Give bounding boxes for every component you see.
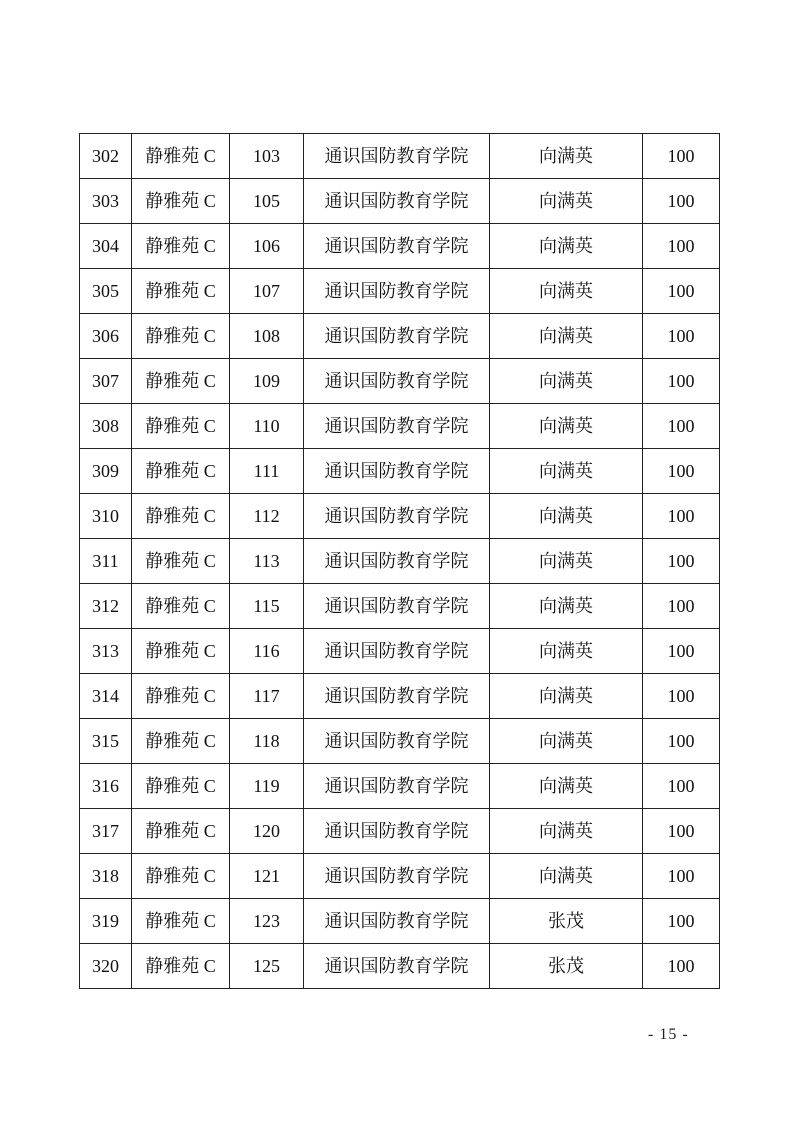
row-number-cell: 320	[80, 944, 132, 989]
room-cell: 109	[230, 359, 304, 404]
room-cell: 123	[230, 899, 304, 944]
room-cell: 110	[230, 404, 304, 449]
college-cell: 通识国防教育学院	[304, 224, 490, 269]
row-number-cell: 304	[80, 224, 132, 269]
building-cell: 静雅苑 C	[132, 134, 230, 179]
room-cell: 115	[230, 584, 304, 629]
table-row	[80, 404, 720, 449]
person-cell: 向满英	[490, 224, 643, 269]
count-cell: 100	[643, 449, 720, 494]
count-cell: 100	[643, 269, 720, 314]
college-cell: 通识国防教育学院	[304, 494, 490, 539]
college-cell: 通识国防教育学院	[304, 854, 490, 899]
row-number-cell: 315	[80, 719, 132, 764]
building-cell: 静雅苑 C	[132, 539, 230, 584]
row-number-cell: 310	[80, 494, 132, 539]
row-number-cell: 318	[80, 854, 132, 899]
building-cell: 静雅苑 C	[132, 359, 230, 404]
row-number-cell: 305	[80, 269, 132, 314]
college-cell: 通识国防教育学院	[304, 944, 490, 989]
person-cell: 向满英	[490, 674, 643, 719]
row-number-cell: 307	[80, 359, 132, 404]
row-number-cell: 308	[80, 404, 132, 449]
room-cell: 125	[230, 944, 304, 989]
college-cell: 通识国防教育学院	[304, 764, 490, 809]
table-row	[80, 944, 720, 989]
college-cell: 通识国防教育学院	[304, 809, 490, 854]
room-cell: 117	[230, 674, 304, 719]
building-cell: 静雅苑 C	[132, 629, 230, 674]
college-cell: 通识国防教育学院	[304, 359, 490, 404]
person-cell: 向满英	[490, 719, 643, 764]
count-cell: 100	[643, 314, 720, 359]
building-cell: 静雅苑 C	[132, 764, 230, 809]
count-cell: 100	[643, 584, 720, 629]
college-cell: 通识国防教育学院	[304, 899, 490, 944]
building-cell: 静雅苑 C	[132, 584, 230, 629]
table-row	[80, 449, 720, 494]
count-cell: 100	[643, 899, 720, 944]
building-cell: 静雅苑 C	[132, 899, 230, 944]
allocation-table	[79, 133, 720, 989]
person-cell: 向满英	[490, 314, 643, 359]
college-cell: 通识国防教育学院	[304, 449, 490, 494]
count-cell: 100	[643, 539, 720, 584]
table-row	[80, 314, 720, 359]
room-cell: 105	[230, 179, 304, 224]
building-cell: 静雅苑 C	[132, 809, 230, 854]
college-cell: 通识国防教育学院	[304, 719, 490, 764]
table-row	[80, 539, 720, 584]
college-cell: 通识国防教育学院	[304, 269, 490, 314]
table-row	[80, 134, 720, 179]
person-cell: 向满英	[490, 539, 643, 584]
college-cell: 通识国防教育学院	[304, 629, 490, 674]
allocation-table-body	[80, 134, 720, 989]
person-cell: 向满英	[490, 494, 643, 539]
building-cell: 静雅苑 C	[132, 674, 230, 719]
table-row	[80, 359, 720, 404]
building-cell: 静雅苑 C	[132, 314, 230, 359]
table-row	[80, 854, 720, 899]
person-cell: 向满英	[490, 404, 643, 449]
row-number-cell: 306	[80, 314, 132, 359]
count-cell: 100	[643, 224, 720, 269]
room-cell: 103	[230, 134, 304, 179]
college-cell: 通识国防教育学院	[304, 314, 490, 359]
count-cell: 100	[643, 854, 720, 899]
person-cell: 向满英	[490, 449, 643, 494]
person-cell: 张茂	[490, 944, 643, 989]
building-cell: 静雅苑 C	[132, 494, 230, 539]
person-cell: 向满英	[490, 764, 643, 809]
person-cell: 张茂	[490, 899, 643, 944]
table-row	[80, 809, 720, 854]
college-cell: 通识国防教育学院	[304, 674, 490, 719]
building-cell: 静雅苑 C	[132, 404, 230, 449]
room-cell: 108	[230, 314, 304, 359]
person-cell: 向满英	[490, 809, 643, 854]
room-cell: 113	[230, 539, 304, 584]
building-cell: 静雅苑 C	[132, 854, 230, 899]
person-cell: 向满英	[490, 269, 643, 314]
room-cell: 119	[230, 764, 304, 809]
college-cell: 通识国防教育学院	[304, 584, 490, 629]
row-number-cell: 309	[80, 449, 132, 494]
room-cell: 106	[230, 224, 304, 269]
college-cell: 通识国防教育学院	[304, 404, 490, 449]
room-cell: 120	[230, 809, 304, 854]
count-cell: 100	[643, 494, 720, 539]
building-cell: 静雅苑 C	[132, 269, 230, 314]
room-cell: 112	[230, 494, 304, 539]
person-cell: 向满英	[490, 854, 643, 899]
room-cell: 116	[230, 629, 304, 674]
count-cell: 100	[643, 674, 720, 719]
count-cell: 100	[643, 404, 720, 449]
count-cell: 100	[643, 944, 720, 989]
building-cell: 静雅苑 C	[132, 719, 230, 764]
person-cell: 向满英	[490, 134, 643, 179]
row-number-cell: 302	[80, 134, 132, 179]
person-cell: 向满英	[490, 584, 643, 629]
row-number-cell: 316	[80, 764, 132, 809]
count-cell: 100	[643, 179, 720, 224]
building-cell: 静雅苑 C	[132, 179, 230, 224]
room-cell: 118	[230, 719, 304, 764]
page-number: - 15 -	[648, 1026, 689, 1043]
count-cell: 100	[643, 629, 720, 674]
room-cell: 111	[230, 449, 304, 494]
table-row	[80, 269, 720, 314]
person-cell: 向满英	[490, 359, 643, 404]
table-row	[80, 629, 720, 674]
college-cell: 通识国防教育学院	[304, 539, 490, 584]
table-row	[80, 179, 720, 224]
table-row	[80, 584, 720, 629]
person-cell: 向满英	[490, 629, 643, 674]
room-cell: 121	[230, 854, 304, 899]
row-number-cell: 317	[80, 809, 132, 854]
count-cell: 100	[643, 359, 720, 404]
row-number-cell: 311	[80, 539, 132, 584]
table-row	[80, 719, 720, 764]
row-number-cell: 319	[80, 899, 132, 944]
building-cell: 静雅苑 C	[132, 224, 230, 269]
row-number-cell: 312	[80, 584, 132, 629]
building-cell: 静雅苑 C	[132, 449, 230, 494]
person-cell: 向满英	[490, 179, 643, 224]
table-row	[80, 899, 720, 944]
count-cell: 100	[643, 764, 720, 809]
table-row	[80, 494, 720, 539]
table-row	[80, 674, 720, 719]
table-row	[80, 224, 720, 269]
college-cell: 通识国防教育学院	[304, 134, 490, 179]
row-number-cell: 314	[80, 674, 132, 719]
count-cell: 100	[643, 719, 720, 764]
room-cell: 107	[230, 269, 304, 314]
row-number-cell: 313	[80, 629, 132, 674]
college-cell: 通识国防教育学院	[304, 179, 490, 224]
count-cell: 100	[643, 809, 720, 854]
row-number-cell: 303	[80, 179, 132, 224]
table-row	[80, 764, 720, 809]
building-cell: 静雅苑 C	[132, 944, 230, 989]
count-cell: 100	[643, 134, 720, 179]
